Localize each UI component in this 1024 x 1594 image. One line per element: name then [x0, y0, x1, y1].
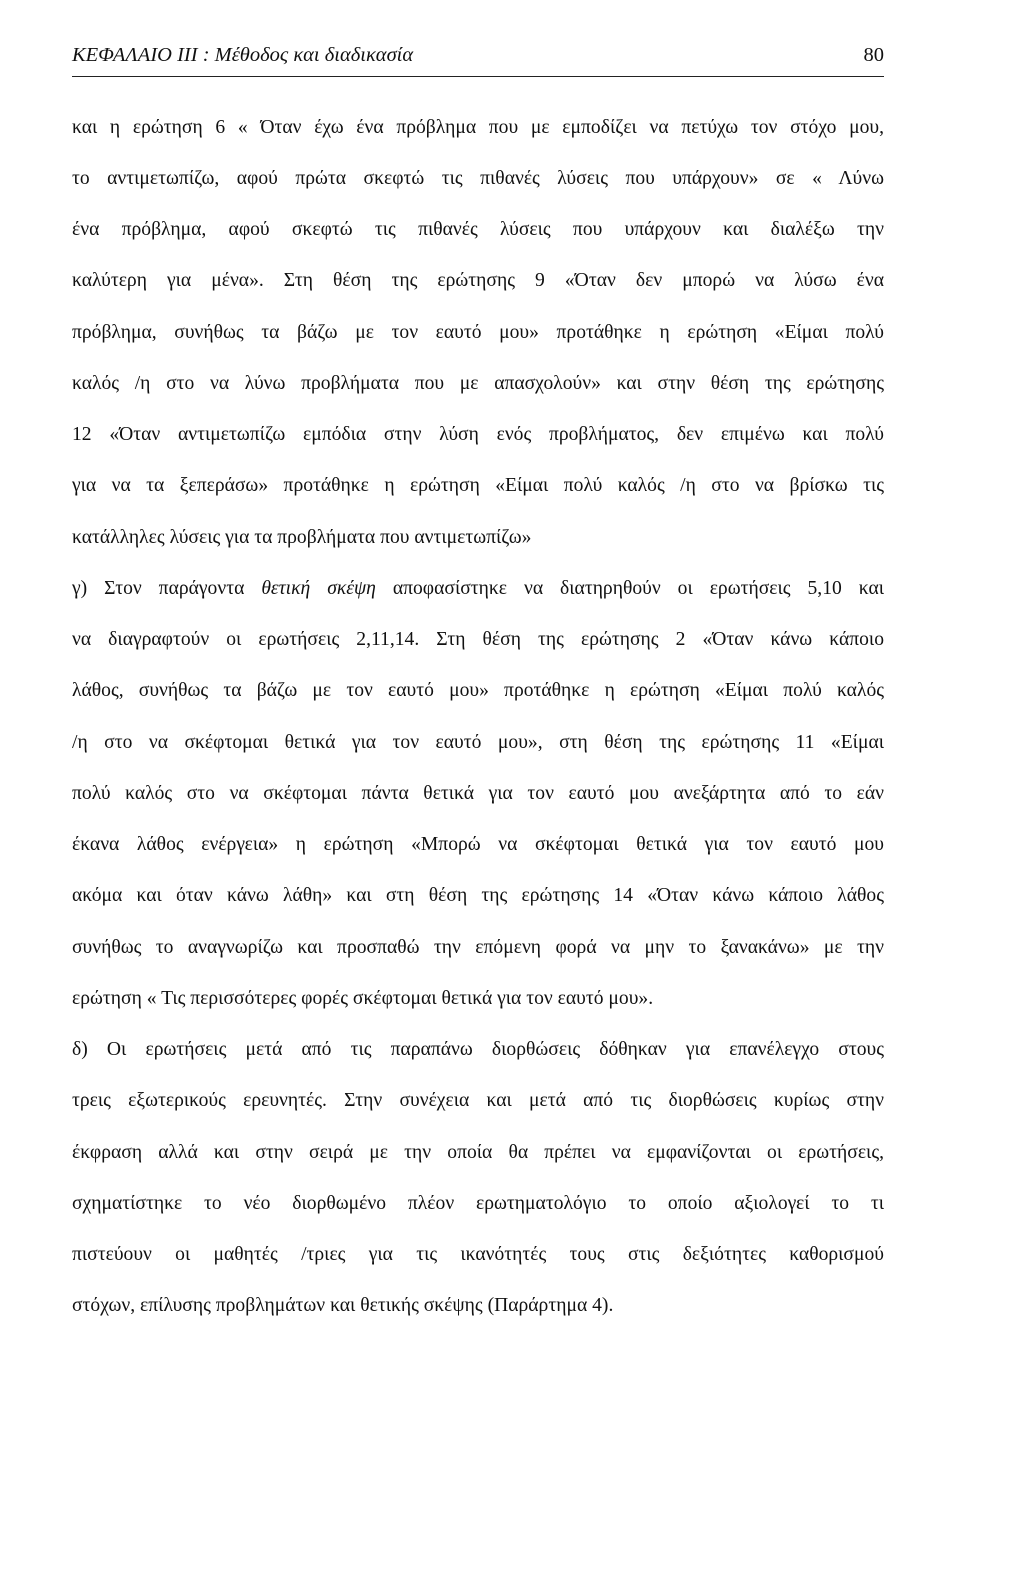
text-line: έκφραση αλλά και στην σειρά με την οποία θα πρέπει να εμφανίζονται οι ερωτήσεις,	[72, 1142, 884, 1163]
text-line: να διαγραφτούν οι ερωτήσεις 2,11,14. Στη θέση της ερώτησης 2 «Όταν κάνω κάποιο	[72, 629, 884, 650]
gamma-text-after: αποφασίστηκε να διατηρηθούν οι ερωτήσεις 5,10 και	[375, 578, 884, 599]
text-line: το αντιμετωπίζω, αφού πρώτα σκεφτώ τις πιθανές λύσεις που υπάρχουν» σε « Λύνω	[72, 168, 884, 189]
text-line: καλός /η στο να λύνω προβλήματα που με απασχολούν» και στην θέση της ερώτησης	[72, 373, 884, 394]
chapter-title: ΚΕΦΑΛΑΙΟ ΙΙΙ : Μέθοδος και διαδικασία	[72, 44, 414, 66]
text-line: ακόμα και όταν κάνω λάθη» και στη θέση της ερώτησης 14 «Όταν κάνω κάποιο λάθος	[72, 885, 884, 906]
text-line: καλύτερη για μένα». Στη θέση της ερώτησης 9 «Όταν δεν μπορώ να λύσω ένα	[72, 270, 884, 291]
page-header	[72, 42, 884, 72]
text-line: σχηματίστηκε το νέο διορθωμένο πλέον ερωτηματολόγιο το οποίο αξιολογεί το τι	[72, 1193, 884, 1214]
text-line: τρεις εξωτερικούς ερευνητές. Στην συνέχεια και μετά από τις διορθώσεις κυρίως στην	[72, 1090, 884, 1111]
text-line: συνήθως το αναγνωρίζω και προσπαθώ την επόμενη φορά να μην το ξανακάνω» με την	[72, 937, 884, 958]
text-line: για να τα ξεπεράσω» προτάθηκε η ερώτηση «Είμαι πολύ καλός /η στο να βρίσκω τις	[72, 475, 884, 496]
text-line: πιστεύουν οι μαθητές /τριες για τις ικανότητές τους στις δεξιότητες καθορισμού	[72, 1244, 884, 1265]
text-line: λάθος, συνήθως τα βάζω με τον εαυτό μου» προτάθηκε η ερώτηση «Είμαι πολύ καλός	[72, 680, 884, 701]
text-line: ένα πρόβλημα, αφού σκεφτώ τις πιθανές λύσεις που υπάρχουν και διαλέξω την	[72, 219, 884, 240]
paragraph-gamma-line	[72, 577, 884, 601]
header-divider	[72, 76, 884, 77]
text-line: πολύ καλός στο να σκέφτομαι πάντα θετικά για τον εαυτό μου ανεξάρτητα από το εάν	[72, 783, 884, 804]
text-line: 12 «Όταν αντιμετωπίζω εμπόδια στην λύση ενός προβλήματος, δεν επιμένω και πολύ	[72, 424, 884, 445]
gamma-italic-term: θετική σκέψη	[261, 578, 376, 599]
text-line: έκανα λάθος ενέργεια» η ερώτηση «Μπορώ να σκέφτομαι θετικά για τον εαυτό μου	[72, 834, 884, 855]
text-line: πρόβλημα, συνήθως τα βάζω με τον εαυτό μου» προτάθηκε η ερώτηση «Είμαι πολύ	[72, 322, 884, 343]
text-line: δ) Οι ερωτήσεις μετά από τις παραπάνω διορθώσεις δόθηκαν για επανέλεγχο στους	[72, 1039, 884, 1060]
text-line: στόχων, επίλυσης προβλημάτων και θετικής σκέψης (Παράρτημα 4).	[72, 1295, 614, 1316]
text-line: /η στο να σκέφτομαι θετικά για τον εαυτό μου», στη θέση της ερώτησης 11 «Είμαι	[72, 732, 884, 753]
page-number: 80	[863, 44, 884, 66]
text-line: κατάλληλες λύσεις για τα προβλήματα που αντιμετωπίζω»	[72, 527, 532, 548]
text-line: και η ερώτηση 6 « Όταν έχω ένα πρόβλημα που με εμποδίζει να πετύχω τον στόχο μου,	[72, 117, 884, 138]
text-line: ερώτηση « Τις περισσότερες φορές σκέφτομαι θετικά για τον εαυτό μου».	[72, 988, 654, 1009]
gamma-text-before: γ) Στον παράγοντα	[72, 578, 262, 599]
